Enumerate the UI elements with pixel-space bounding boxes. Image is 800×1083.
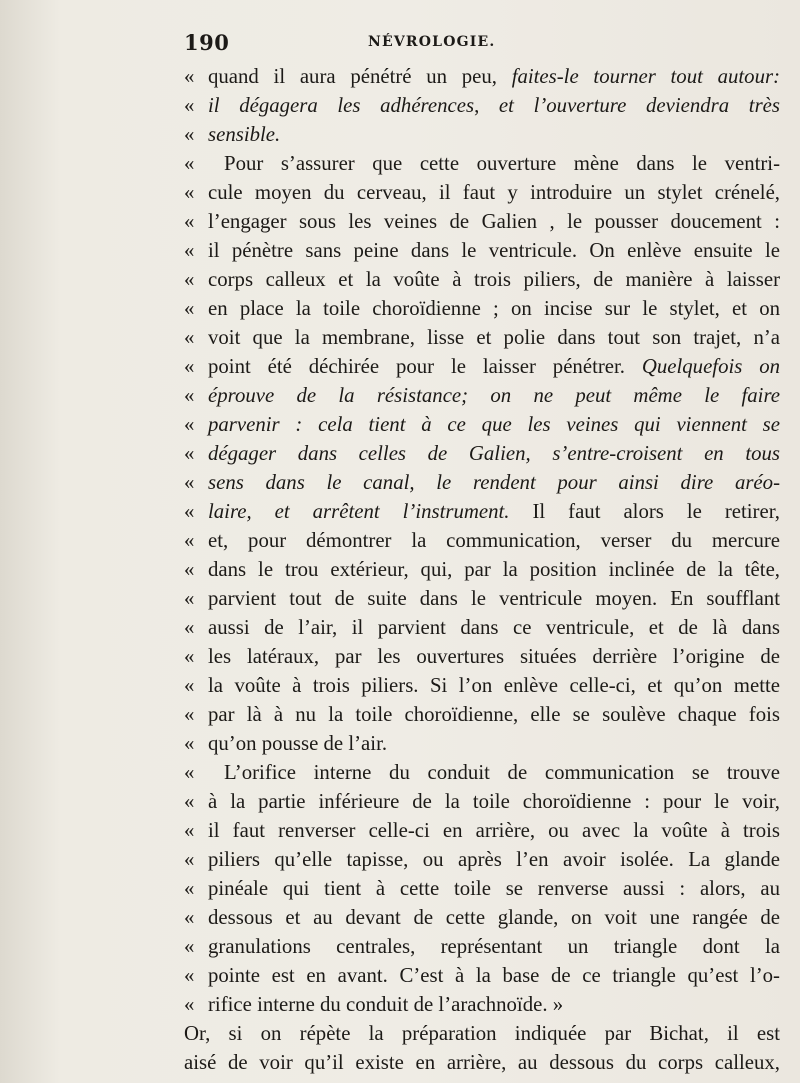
text-run: granulations centrales, représentant un triangle dont la — [208, 935, 780, 958]
text-run: aisé de voir qu’il existe en arrière, au dessous du corps calleux, — [184, 1051, 780, 1074]
text-run: rifice interne du conduit de l’arachnoïde. » — [208, 993, 564, 1016]
text-run: à la partie inférieure de la toile choroïdienne : pour le voir, — [208, 790, 780, 813]
text-run: quand il aura pénétré un peu, — [208, 65, 512, 88]
text-line — [184, 816, 780, 845]
text-run: l’engager sous les veines de Galien , le pousser doucement : — [208, 210, 780, 233]
italic-text: Quelquefois on — [641, 355, 780, 378]
text-line — [184, 1019, 780, 1048]
text-line — [184, 700, 780, 729]
text-run: dans le trou extérieur, qui, par la position inclinée de la tête, — [208, 558, 780, 581]
italic-text: éprouve de la résistance; on ne peut même le faire — [208, 384, 780, 407]
text-line — [184, 468, 780, 497]
italic-text: parvenir : cela tient à ce que les veines qui viennent se — [208, 413, 780, 436]
text-line — [184, 439, 780, 468]
text-line — [184, 265, 780, 294]
text-run: il pénètre sans peine dans le ventricule. On enlève ensuite le — [208, 239, 780, 262]
text-line — [184, 758, 780, 787]
italic-text: dégager dans celles de Galien, s’entre-croisent en tous — [208, 442, 780, 465]
text-line — [184, 381, 780, 410]
text-run: point été déchirée pour le laisser pénétrer. — [208, 355, 642, 378]
text-line — [184, 584, 780, 613]
italic-text: sensible. — [208, 123, 281, 146]
body-text — [184, 62, 780, 1077]
italic-text: et l’ouverture deviendra très — [498, 94, 780, 117]
text-line — [184, 613, 780, 642]
text-line — [184, 990, 780, 1019]
text-line — [184, 671, 780, 700]
text-run: aussi de l’air, il parvient dans ce ventricule, et de là dans — [208, 616, 780, 639]
text-line — [184, 729, 780, 758]
text-run: voit que la membrane, lisse et polie dans tout son trajet, n’a — [208, 326, 780, 349]
text-line — [184, 526, 780, 555]
italic-text: faites-le tourner tout autour: — [511, 65, 780, 88]
text-run: dessous et au devant de cette glande, on voit une rangée de — [208, 906, 780, 929]
text-line — [184, 642, 780, 671]
text-line — [184, 149, 780, 178]
text-run: corps calleux et la voûte à trois piliers, de manière à laisser — [208, 268, 780, 291]
text-run: les latéraux, par les ouvertures situées derrière l’origine de — [208, 645, 780, 668]
text-run: qu’on pousse de l’air. — [208, 732, 388, 755]
page-header — [0, 30, 800, 64]
text-line — [184, 1048, 780, 1077]
text-run: piliers qu’elle tapisse, ou après l’en avoir isolée. La glande — [208, 848, 780, 871]
text-line — [184, 236, 780, 265]
text-line — [184, 497, 780, 526]
text-line — [184, 410, 780, 439]
text-line — [184, 91, 780, 120]
text-run: Il faut alors le retirer, — [509, 500, 780, 523]
text-line — [184, 961, 780, 990]
text-run: Or, si on répète la préparation indiquée par Bichat, il est — [184, 1022, 780, 1045]
running-title: NÉVROLOGIE. — [368, 34, 496, 50]
text-run: la voûte à trois piliers. Si l’on enlève celle-ci, et qu’on mette — [208, 674, 780, 697]
text-run: et, pour démontrer la communication, verser du mercure — [208, 529, 780, 552]
text-line — [184, 178, 780, 207]
text-line — [184, 120, 780, 149]
text-run: il faut renverser celle-ci en arrière, ou avec la voûte à trois — [208, 819, 780, 842]
text-run: , — [474, 94, 499, 117]
text-line — [184, 903, 780, 932]
italic-text: sens dans le canal, le rendent pour ainsi dire aréo- — [208, 471, 780, 494]
text-run: parvient tout de suite dans le ventricule moyen. En soufflant — [208, 587, 780, 610]
text-run: en place la toile choroïdienne ; on incise sur le stylet, et on — [208, 297, 780, 320]
italic-text: laire, et arrêtent l’instrument. — [208, 500, 510, 523]
text-run: Pour s’assurer que cette ouverture mène dans le ventri- — [224, 152, 780, 175]
text-line — [184, 62, 780, 91]
text-line — [184, 294, 780, 323]
text-line — [184, 352, 780, 381]
text-line — [184, 787, 780, 816]
text-run: pointe est en avant. C’est à la base de ce triangle qu’est l’o- — [208, 964, 780, 987]
italic-text: il dégagera les adhérences — [208, 94, 475, 117]
text-line — [184, 932, 780, 961]
text-run: pinéale qui tient à cette toile se renverse aussi : alors, au — [208, 877, 780, 900]
text-run: par là à nu la toile choroïdienne, elle se soulève chaque fois — [208, 703, 780, 726]
page-number: 190 — [184, 30, 230, 55]
text-line — [184, 845, 780, 874]
text-line — [184, 874, 780, 903]
text-run: L’orifice interne du conduit de communication se trouve — [224, 761, 780, 784]
text-line — [184, 323, 780, 352]
text-line — [184, 207, 780, 236]
text-line — [184, 555, 780, 584]
text-run: cule moyen du cerveau, il faut y introduire un stylet crénelé, — [208, 181, 780, 204]
